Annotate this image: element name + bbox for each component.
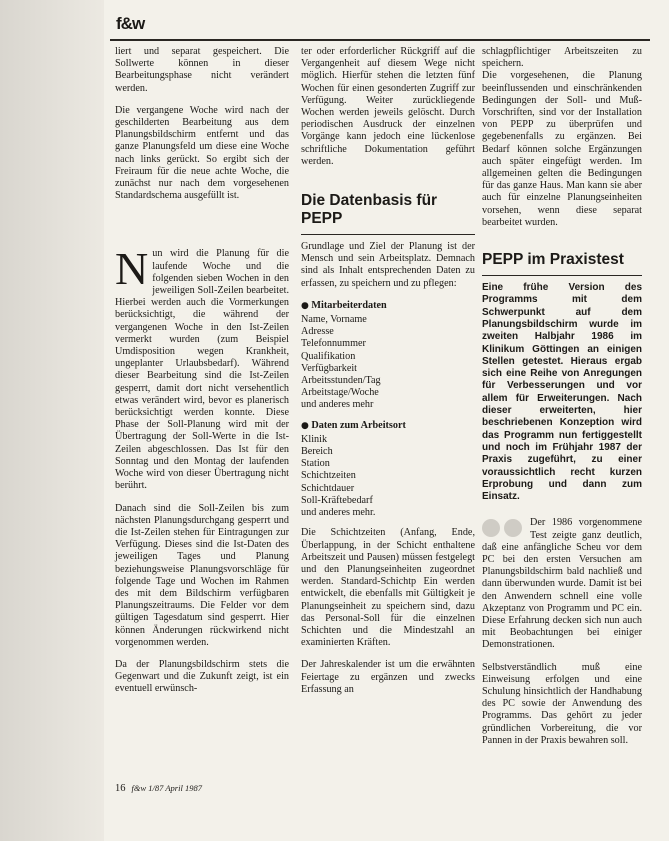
column-2: [301, 46, 475, 706]
column-1: [115, 46, 289, 706]
paragraph-text: un wird die Planung für die laufende Woche und die folgenden sieben Wochen in den jeweiligen Soll-Zeilen bearbeitet. Hierbei werden auch die Vormerkungen berücksichtigt, die während der vergangenen Woche in den Ist-Zeilen vermerkt wurden (zum Beispiel Umdisposition wegen Krankheit, ungeplanter Urlaubsbedarf). Während dieser Bearbeitung sind die Ist-Zeilen gesperrt, damit dort nicht versehentlich etwas verändert wird, bevor es planerisch berücksichtigt werden konnte. Diese Phase der Soll-Planung wird mit der Übertragung der Soll-Werte in die Ist-Zeilen abgeschlossen. Das Ist für den Sonntag und den Montag der laufenden Woche wird von dieser Übertragung nicht berührt.: [115, 248, 289, 492]
paragraph: Selbstverständlich muß eine Einweisung erfolgen und eine Schulung hinsichtlich der Handhabung des PC sowie der Anwendung des Programms. Das gehört zu jeder gründlichen Vorbereitung, die vor Pannen in der Praxis bewahren soll.: [482, 661, 642, 746]
heading-rule: [301, 234, 475, 235]
list-item: Arbeitstage/Woche: [301, 387, 379, 399]
list-item: und anderes mehr: [301, 399, 374, 411]
list-item: Verfügbarkeit: [301, 362, 358, 374]
heading-rule: [482, 275, 642, 276]
list-heading: [301, 420, 475, 432]
paragraph-dropcap: [115, 243, 289, 492]
paragraph: Die vorgesehenen, die Planung beeinflussenden und einschränkenden Bedingungen der Soll- und Muß-Vorschriften, sind vor der Installation von PEPP zu überprüfen und gegebenenfalls zu ergänzen. Bei Bedarf können solche Ergänzungen auch später eingefügt werden. Im allgemeinen gelten die Bedingungen für das ganze Haus. Man kann sie aber auch für einzelne Planungseinheiten vorsehen, wenn diese separat bearbeitet wurden.: [482, 70, 642, 228]
drop-cap: N: [115, 243, 149, 295]
list-item: Station: [301, 458, 330, 470]
paragraph: Der Jahreskalender ist um die erwähnten Feiertage zu ergänzen und zwecks Erfassung an: [301, 659, 475, 695]
decorative-dots-icon: [482, 519, 524, 537]
list-item: Telefonnummer: [301, 338, 366, 350]
page-number: 16: [115, 783, 126, 794]
paragraph: schlagpflichtiger Arbeitszeiten zu speichern.: [482, 46, 642, 70]
list-item: Klinik: [301, 433, 328, 445]
bullet-icon: ●: [301, 420, 309, 431]
header-rule: [110, 39, 650, 41]
list-item: Arbeitsstunden/Tag: [301, 375, 381, 387]
list-item: Schichtzeiten: [301, 470, 356, 482]
list-item: Adresse: [301, 326, 334, 338]
paragraph: Da der Planungsbildschirm stets die Gegenwart und die Zukunft zeigt, ist ein eventuell erwünsch-: [115, 658, 289, 695]
list-item: Qualifikation: [301, 350, 356, 362]
bullet-icon: ●: [301, 300, 309, 311]
list: [301, 434, 475, 519]
section-heading: PEPP im Praxistest: [482, 251, 624, 269]
list-item: Name, Vorname: [301, 314, 367, 326]
paragraph: Grundlage und Ziel der Planung ist der Mensch und sein Arbeitsplatz. Demnach sind als Inhalt entsprechenden Daten zu erfassen, zu speichern und zu pflegen:: [301, 241, 475, 289]
paragraph: Die Schichtzeiten (Anfang, Ende, Überlappung, in der Schicht enthaltene Arbeitszeit und Pausen) müssen festgelegt und den Planungseinheiten zugeordnet werden. Standard-Schichtp Ein werden entwickelt, die ebenfalls mit Gültigkeit je Planungseinheit zu speichern sind, dazu das Personal-Soll für die einzelnen Schichten und die Mindestzahl an examinierten Kräften.: [301, 527, 475, 649]
column-3: [482, 46, 642, 757]
list-heading-text: Mitarbeiterdaten: [311, 299, 387, 311]
paragraph: Die vergangene Woche wird nach der geschilderten Bearbeitung aus dem Planungsbildschirm entfernt und das ganze Planungsfeld um diese eine Woche nach links gerückt. So ergibt sich der Freiraum für die neue achte Woche, die zunächst nur nach dem vorgesehenen Standardschema ausgefüllt ist.: [115, 104, 289, 202]
list-heading: [301, 300, 475, 312]
list-item: Bereich: [301, 446, 333, 458]
list-item: Schichtdauer: [301, 482, 355, 494]
list-heading-text: Daten zum Arbeitsort: [311, 419, 406, 431]
paragraph: Danach sind die Soll-Zeilen bis zum nächsten Planungsdurchgang gesperrt und die Ist-Zeilen stehen für Eintragungen zur Verfügung. Dieses sind die Ist-Daten des jeweiligen Tages und Planung beziehungsweise Planungsvorschläge für folgende Tage und Wochen im Rahmen des mit dem Bildschirm verfügbaren Planungszeitraums. Die Felder vor dem gültigen Tagesdatum sind gesperrt. Hier können Änderungen rückwirkend nicht vorgenommen werden.: [115, 502, 289, 648]
list: [301, 314, 475, 412]
issue-info: f&w 1/87 April 1987: [131, 783, 202, 793]
list-item: und anderes mehr.: [301, 507, 376, 519]
paragraph: liert und separat gespeichert. Die Sollwerte können in dieser Bearbeitungsphase nicht verändert werden.: [115, 46, 289, 94]
page-gutter: [0, 0, 104, 841]
paragraph-text: Der 1986 vorgenommene Test zeigte ganz deutlich, daß eine anfängliche Scheu vor dem PC bei den ersten Versuchen am Planungsbildschirm bald nachließ und dann überwunden wurde. Damit ist bei den Anwendern schnell eine volle Akzeptanz von Programm und PC ein. Diese Erfahrung decken sich nun auch mit Beobachtungen bei einiger Demonstrationen.: [482, 517, 642, 651]
list-item: Soll-Kräftebedarf: [301, 494, 373, 506]
magazine-logo: f&w: [116, 14, 145, 33]
lead-paragraph: Eine frühe Version des Programms mit dem Schwerpunkt auf dem Planungsbildschirm wurde im zweiten Halbjahr 1986 im Klinikum Göttingen an einigen Stellen getestet. Hieraus ergab sich eine Reihe von Anregungen für Verbesserungen und vor allem für Erweiterungen. Nach dieser erweiterten, hier beschriebenen Konzeption wird das Programm nun fertiggestellt und noch im Frühjahr 1987 der Praxis zugeführt, zu einer voraussichtlich recht kurzen Erprobung und dann zum Einsatz.: [482, 282, 642, 503]
paragraph-with-dots: [482, 517, 642, 651]
page-footer: [115, 783, 202, 794]
paragraph: ter oder erforderlicher Rückgriff auf die Vergangenheit auf diesem Wege nicht möglich. Hierfür stehen die letzten fünf Wochen für einen gesonderten Zugriff zur Verfügung. Weiter zurückliegende Wochen werden jeweils gelöscht. Durch periodischen Ausdruck der einzelnen Vorgänge kann jedoch eine lückenlose schriftliche Dokumentation geführt werden.: [301, 46, 475, 167]
section-heading: Die Datenbasis für PEPP: [301, 192, 438, 228]
